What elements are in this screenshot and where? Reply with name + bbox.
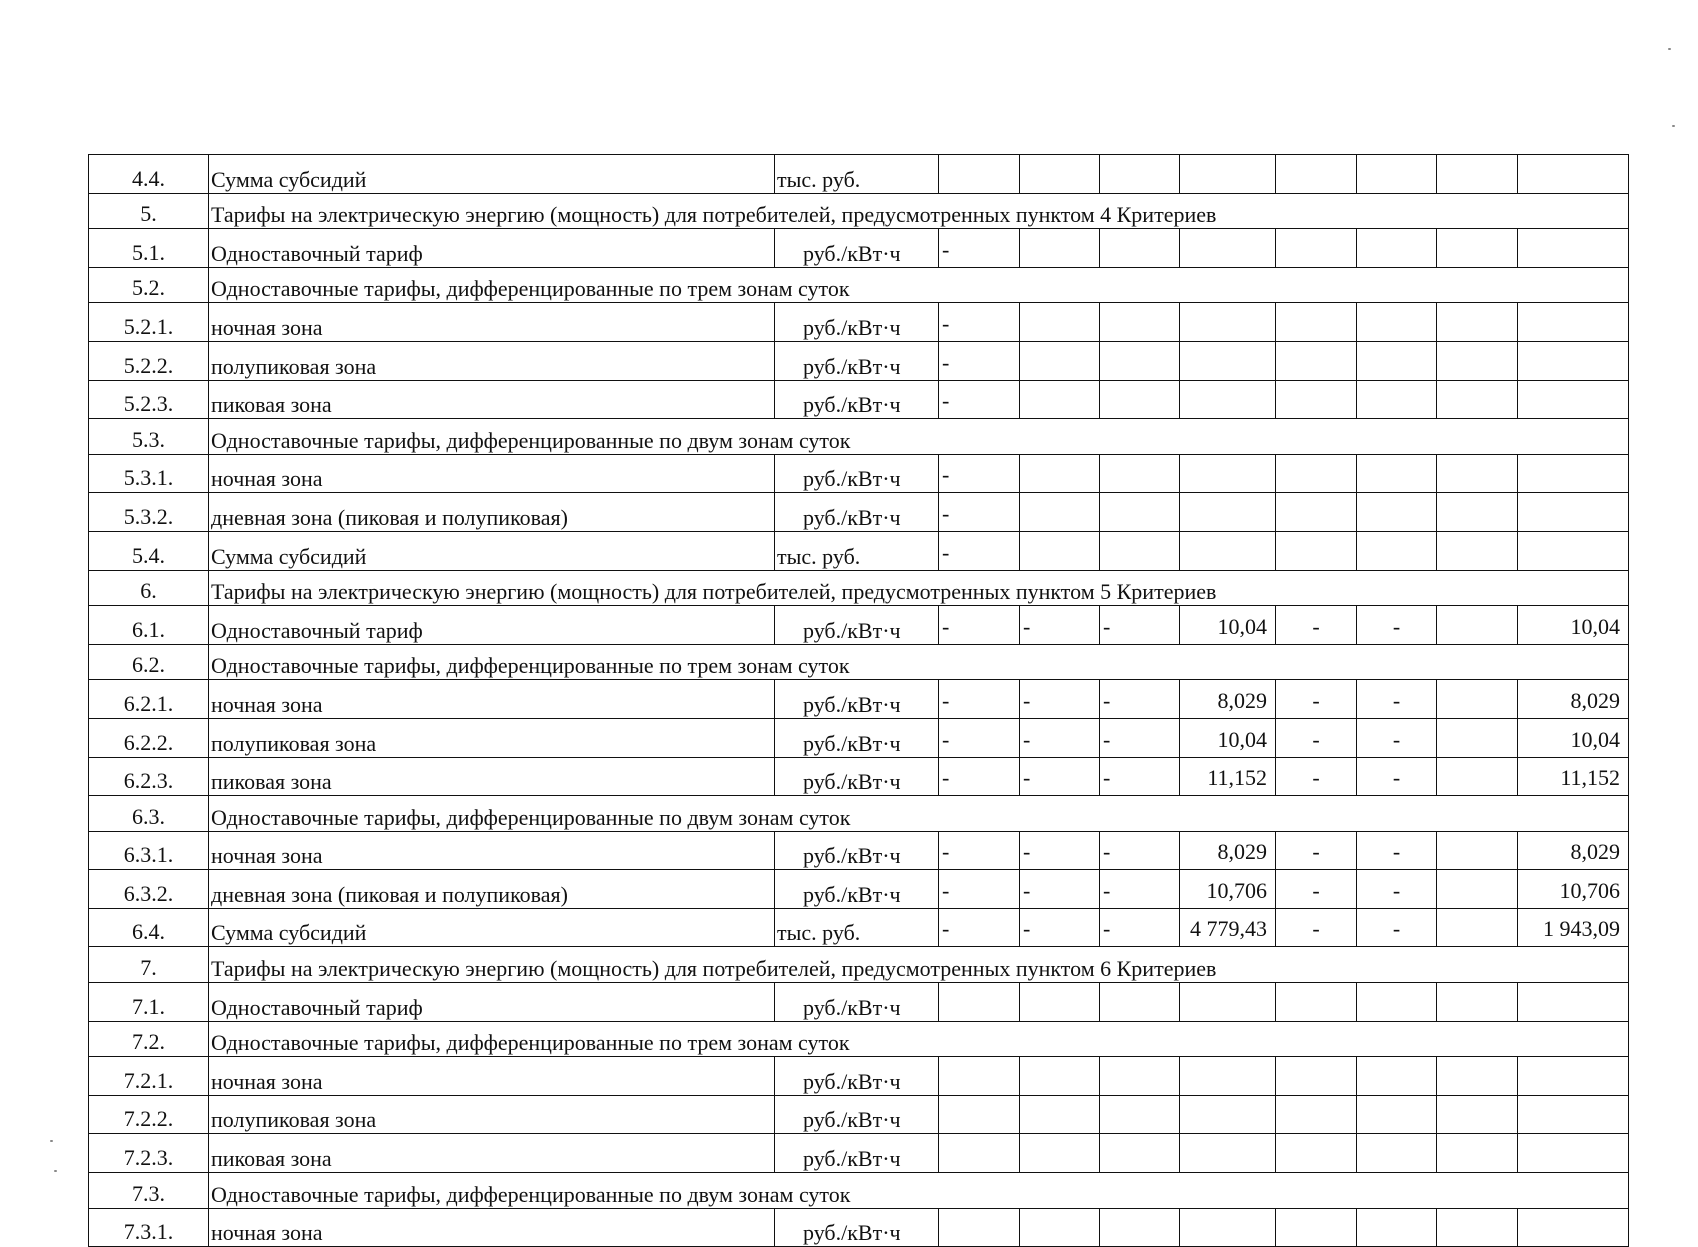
- value-cell: [1357, 341, 1437, 380]
- section-row: [89, 419, 1629, 455]
- row-number: 6.3.2.: [89, 870, 209, 909]
- row-name: пиковая зона: [209, 757, 775, 796]
- value-cell: -: [939, 380, 1020, 419]
- value-cell: [1437, 606, 1518, 645]
- value-cell: -: [939, 229, 1020, 268]
- row-number: 6.2.: [89, 644, 209, 680]
- row-name: Сумма субсидий: [209, 155, 775, 194]
- row-name: полупиковая зона: [209, 718, 775, 757]
- value-cell: -: [1020, 718, 1100, 757]
- value-cell: [1518, 380, 1629, 419]
- value-cell: [1180, 303, 1276, 342]
- value-cell: [1518, 155, 1629, 194]
- value-cell: [1437, 680, 1518, 719]
- value-cell: -: [939, 341, 1020, 380]
- value-cell: [1437, 757, 1518, 796]
- value-cell: [1437, 718, 1518, 757]
- value-cell: 8,029: [1180, 680, 1276, 719]
- value-cell: -: [1020, 757, 1100, 796]
- value-cell: [939, 983, 1020, 1022]
- row-unit: руб./кВт·ч: [775, 983, 939, 1022]
- row-number: 5.2.1.: [89, 303, 209, 342]
- value-cell: [1100, 1057, 1180, 1096]
- tariff-table: [88, 154, 1629, 1247]
- scan-speck: [1668, 48, 1671, 50]
- row-number: 5.2.3.: [89, 380, 209, 419]
- row-unit: руб./кВт·ч: [775, 718, 939, 757]
- row-name: Сумма субсидий: [209, 531, 775, 570]
- value-cell: [1180, 1208, 1276, 1247]
- row-number: 6.3.1.: [89, 831, 209, 870]
- value-cell: [1357, 1057, 1437, 1096]
- value-cell: [1437, 908, 1518, 947]
- value-cell: -: [939, 831, 1020, 870]
- value-cell: 10,04: [1180, 606, 1276, 645]
- table-row: [89, 303, 1629, 342]
- value-cell: [1020, 303, 1100, 342]
- value-cell: [1276, 155, 1357, 194]
- value-cell: [1276, 531, 1357, 570]
- table-row: [89, 1095, 1629, 1134]
- value-cell: [1437, 1208, 1518, 1247]
- value-cell: [1100, 983, 1180, 1022]
- scan-speck: [54, 1170, 57, 1172]
- value-cell: [1518, 454, 1629, 493]
- value-cell: -: [1357, 908, 1437, 947]
- row-name: Одноставочный тариф: [209, 229, 775, 268]
- row-number: 5.3.1.: [89, 454, 209, 493]
- value-cell: [1020, 531, 1100, 570]
- row-unit: тыс. руб.: [775, 155, 939, 194]
- value-cell: 8,029: [1180, 831, 1276, 870]
- value-cell: [1180, 229, 1276, 268]
- row-number: 5.2.: [89, 267, 209, 303]
- value-cell: -: [1357, 718, 1437, 757]
- value-cell: -: [1357, 680, 1437, 719]
- value-cell: -: [1357, 870, 1437, 909]
- value-cell: -: [1100, 757, 1180, 796]
- row-number: 7.: [89, 947, 209, 983]
- row-unit: руб./кВт·ч: [775, 341, 939, 380]
- value-cell: [1357, 155, 1437, 194]
- row-number: 5.3.: [89, 419, 209, 455]
- value-cell: [1357, 531, 1437, 570]
- value-cell: [1276, 493, 1357, 532]
- value-cell: [939, 1208, 1020, 1247]
- table-row: [89, 870, 1629, 909]
- table-row: [89, 983, 1629, 1022]
- row-name: пиковая зона: [209, 380, 775, 419]
- value-cell: [1357, 303, 1437, 342]
- value-cell: 1 943,09: [1518, 908, 1629, 947]
- scan-speck: [1672, 125, 1675, 127]
- row-number: 7.2.3.: [89, 1134, 209, 1173]
- row-name: ночная зона: [209, 680, 775, 719]
- row-name: дневная зона (пиковая и полупиковая): [209, 493, 775, 532]
- value-cell: [1357, 983, 1437, 1022]
- value-cell: -: [939, 680, 1020, 719]
- row-name: пиковая зона: [209, 1134, 775, 1173]
- row-unit: руб./кВт·ч: [775, 1134, 939, 1173]
- value-cell: [1180, 1057, 1276, 1096]
- table-row: [89, 493, 1629, 532]
- row-name: дневная зона (пиковая и полупиковая): [209, 870, 775, 909]
- value-cell: -: [939, 718, 1020, 757]
- table-row: [89, 680, 1629, 719]
- row-number: 6.1.: [89, 606, 209, 645]
- row-number: 6.3.: [89, 796, 209, 832]
- value-cell: [939, 1057, 1020, 1096]
- value-cell: -: [1276, 870, 1357, 909]
- value-cell: -: [1357, 831, 1437, 870]
- value-cell: [1020, 1134, 1100, 1173]
- value-cell: 10,706: [1180, 870, 1276, 909]
- value-cell: [939, 1095, 1020, 1134]
- value-cell: -: [1020, 831, 1100, 870]
- row-unit: руб./кВт·ч: [775, 303, 939, 342]
- value-cell: -: [1357, 757, 1437, 796]
- value-cell: [1518, 1095, 1629, 1134]
- row-number: 4.4.: [89, 155, 209, 194]
- value-cell: [1020, 1057, 1100, 1096]
- value-cell: -: [1020, 606, 1100, 645]
- table-row: [89, 718, 1629, 757]
- value-cell: [1276, 1208, 1357, 1247]
- row-number: 5.: [89, 193, 209, 229]
- value-cell: [1357, 1134, 1437, 1173]
- value-cell: [1180, 341, 1276, 380]
- value-cell: [1357, 454, 1437, 493]
- row-name: ночная зона: [209, 303, 775, 342]
- value-cell: -: [1276, 718, 1357, 757]
- table-row: [89, 1208, 1629, 1247]
- value-cell: [1276, 380, 1357, 419]
- value-cell: [1100, 229, 1180, 268]
- section-title: Одноставочные тарифы, дифференцированные по двум зонам суток: [209, 796, 1629, 832]
- value-cell: -: [939, 454, 1020, 493]
- row-unit: руб./кВт·ч: [775, 229, 939, 268]
- value-cell: [1100, 1095, 1180, 1134]
- value-cell: [1276, 341, 1357, 380]
- section-title: Одноставочные тарифы, дифференцированные по двум зонам суток: [209, 1173, 1629, 1209]
- row-name: полупиковая зона: [209, 341, 775, 380]
- value-cell: [1180, 155, 1276, 194]
- value-cell: -: [1276, 757, 1357, 796]
- section-title: Одноставочные тарифы, дифференцированные по трем зонам суток: [209, 1021, 1629, 1057]
- value-cell: [1020, 454, 1100, 493]
- row-number: 6.2.2.: [89, 718, 209, 757]
- value-cell: -: [1276, 831, 1357, 870]
- row-number: 5.4.: [89, 531, 209, 570]
- row-number: 5.3.2.: [89, 493, 209, 532]
- value-cell: [1437, 831, 1518, 870]
- row-name: ночная зона: [209, 1208, 775, 1247]
- value-cell: 10,04: [1518, 606, 1629, 645]
- row-number: 7.2.1.: [89, 1057, 209, 1096]
- section-row: [89, 796, 1629, 832]
- row-number: 7.1.: [89, 983, 209, 1022]
- value-cell: [1437, 1095, 1518, 1134]
- value-cell: -: [1100, 718, 1180, 757]
- value-cell: [1100, 493, 1180, 532]
- value-cell: [1437, 380, 1518, 419]
- section-row: [89, 193, 1629, 229]
- section-title: Одноставочные тарифы, дифференцированные по трем зонам суток: [209, 644, 1629, 680]
- value-cell: [1437, 341, 1518, 380]
- section-title: Тарифы на электрическую энергию (мощность) для потребителей, предусмотренных пунктом 4 Критериев: [209, 193, 1629, 229]
- row-unit: руб./кВт·ч: [775, 380, 939, 419]
- value-cell: [1437, 229, 1518, 268]
- row-unit: тыс. руб.: [775, 531, 939, 570]
- value-cell: [1437, 155, 1518, 194]
- value-cell: -: [1100, 680, 1180, 719]
- value-cell: [1518, 1057, 1629, 1096]
- value-cell: [1518, 1208, 1629, 1247]
- value-cell: 11,152: [1518, 757, 1629, 796]
- row-number: 6.4.: [89, 908, 209, 947]
- value-cell: [1437, 454, 1518, 493]
- row-unit: руб./кВт·ч: [775, 493, 939, 532]
- table-row: [89, 380, 1629, 419]
- value-cell: 8,029: [1518, 680, 1629, 719]
- row-unit: руб./кВт·ч: [775, 757, 939, 796]
- value-cell: -: [1020, 908, 1100, 947]
- row-unit: тыс. руб.: [775, 908, 939, 947]
- table-row: [89, 831, 1629, 870]
- value-cell: -: [939, 908, 1020, 947]
- section-title: Одноставочные тарифы, дифференцированные по трем зонам суток: [209, 267, 1629, 303]
- value-cell: [1357, 1208, 1437, 1247]
- value-cell: 10,04: [1518, 718, 1629, 757]
- value-cell: [1180, 1134, 1276, 1173]
- value-cell: [1276, 1095, 1357, 1134]
- value-cell: [1180, 983, 1276, 1022]
- value-cell: [939, 1134, 1020, 1173]
- table-row: [89, 757, 1629, 796]
- row-name: Одноставочный тариф: [209, 983, 775, 1022]
- value-cell: -: [939, 606, 1020, 645]
- value-cell: -: [1276, 680, 1357, 719]
- value-cell: 8,029: [1518, 831, 1629, 870]
- value-cell: [1180, 531, 1276, 570]
- value-cell: [1276, 229, 1357, 268]
- value-cell: [1180, 1095, 1276, 1134]
- table-row: [89, 341, 1629, 380]
- value-cell: [1437, 870, 1518, 909]
- value-cell: [1100, 454, 1180, 493]
- section-row: [89, 947, 1629, 983]
- value-cell: -: [1357, 606, 1437, 645]
- value-cell: -: [1020, 680, 1100, 719]
- tariff-table-body: [89, 155, 1629, 1247]
- value-cell: -: [1020, 870, 1100, 909]
- value-cell: [1518, 229, 1629, 268]
- row-number: 5.1.: [89, 229, 209, 268]
- value-cell: [1020, 229, 1100, 268]
- value-cell: [1518, 303, 1629, 342]
- value-cell: [1357, 493, 1437, 532]
- value-cell: 10,706: [1518, 870, 1629, 909]
- table-row: [89, 606, 1629, 645]
- row-unit: руб./кВт·ч: [775, 1208, 939, 1247]
- row-name: ночная зона: [209, 831, 775, 870]
- value-cell: [1437, 1057, 1518, 1096]
- table-row: [89, 531, 1629, 570]
- row-number: 5.2.2.: [89, 341, 209, 380]
- section-row: [89, 1173, 1629, 1209]
- table-row: [89, 908, 1629, 947]
- row-name: полупиковая зона: [209, 1095, 775, 1134]
- value-cell: [1276, 454, 1357, 493]
- value-cell: -: [939, 303, 1020, 342]
- section-title: Одноставочные тарифы, дифференцированные по двум зонам суток: [209, 419, 1629, 455]
- section-row: [89, 644, 1629, 680]
- value-cell: -: [1100, 870, 1180, 909]
- value-cell: [1020, 493, 1100, 532]
- value-cell: [1518, 341, 1629, 380]
- row-unit: руб./кВт·ч: [775, 1095, 939, 1134]
- value-cell: [1357, 380, 1437, 419]
- value-cell: [1276, 1134, 1357, 1173]
- value-cell: -: [939, 531, 1020, 570]
- value-cell: [1180, 380, 1276, 419]
- value-cell: [1357, 229, 1437, 268]
- value-cell: [1100, 531, 1180, 570]
- row-unit: руб./кВт·ч: [775, 1057, 939, 1096]
- value-cell: -: [1276, 606, 1357, 645]
- value-cell: [1020, 983, 1100, 1022]
- table-row: [89, 155, 1629, 194]
- section-row: [89, 1021, 1629, 1057]
- row-name: ночная зона: [209, 454, 775, 493]
- row-name: ночная зона: [209, 1057, 775, 1096]
- row-number: 7.3.1.: [89, 1208, 209, 1247]
- value-cell: [1100, 341, 1180, 380]
- value-cell: -: [1100, 831, 1180, 870]
- value-cell: [1276, 303, 1357, 342]
- value-cell: [1276, 1057, 1357, 1096]
- row-unit: руб./кВт·ч: [775, 870, 939, 909]
- row-name: Сумма субсидий: [209, 908, 775, 947]
- value-cell: [1180, 454, 1276, 493]
- value-cell: [1518, 983, 1629, 1022]
- value-cell: -: [939, 493, 1020, 532]
- section-title: Тарифы на электрическую энергию (мощность) для потребителей, предусмотренных пунктом 5 Критериев: [209, 570, 1629, 606]
- section-row: [89, 267, 1629, 303]
- value-cell: [1100, 303, 1180, 342]
- row-number: 6.2.1.: [89, 680, 209, 719]
- value-cell: [1437, 531, 1518, 570]
- value-cell: [1100, 155, 1180, 194]
- row-number: 7.2.: [89, 1021, 209, 1057]
- row-unit: руб./кВт·ч: [775, 680, 939, 719]
- value-cell: [1437, 493, 1518, 532]
- value-cell: [1437, 983, 1518, 1022]
- table-row: [89, 1057, 1629, 1096]
- value-cell: -: [939, 757, 1020, 796]
- row-unit: руб./кВт·ч: [775, 606, 939, 645]
- value-cell: [1020, 1208, 1100, 1247]
- table-row: [89, 1134, 1629, 1173]
- value-cell: -: [939, 870, 1020, 909]
- value-cell: [1437, 303, 1518, 342]
- value-cell: [1020, 341, 1100, 380]
- value-cell: [1180, 493, 1276, 532]
- row-number: 6.2.3.: [89, 757, 209, 796]
- value-cell: -: [1100, 908, 1180, 947]
- value-cell: [1357, 1095, 1437, 1134]
- value-cell: -: [1100, 606, 1180, 645]
- value-cell: [1020, 155, 1100, 194]
- value-cell: [1518, 493, 1629, 532]
- value-cell: [1276, 983, 1357, 1022]
- value-cell: [1437, 1134, 1518, 1173]
- value-cell: [1100, 1134, 1180, 1173]
- scan-speck: [50, 1140, 53, 1142]
- row-name: Одноставочный тариф: [209, 606, 775, 645]
- row-number: 7.2.2.: [89, 1095, 209, 1134]
- row-number: 6.: [89, 570, 209, 606]
- section-row: [89, 570, 1629, 606]
- table-row: [89, 454, 1629, 493]
- section-title: Тарифы на электрическую энергию (мощность) для потребителей, предусмотренных пунктом 6 Критериев: [209, 947, 1629, 983]
- value-cell: 4 779,43: [1180, 908, 1276, 947]
- table-row: [89, 229, 1629, 268]
- value-cell: -: [1276, 908, 1357, 947]
- row-unit: руб./кВт·ч: [775, 454, 939, 493]
- value-cell: [1518, 1134, 1629, 1173]
- value-cell: [1100, 1208, 1180, 1247]
- row-number: 7.3.: [89, 1173, 209, 1209]
- value-cell: 11,152: [1180, 757, 1276, 796]
- value-cell: [1100, 380, 1180, 419]
- value-cell: [939, 155, 1020, 194]
- value-cell: [1020, 1095, 1100, 1134]
- value-cell: [1020, 380, 1100, 419]
- value-cell: [1518, 531, 1629, 570]
- row-unit: руб./кВт·ч: [775, 831, 939, 870]
- value-cell: 10,04: [1180, 718, 1276, 757]
